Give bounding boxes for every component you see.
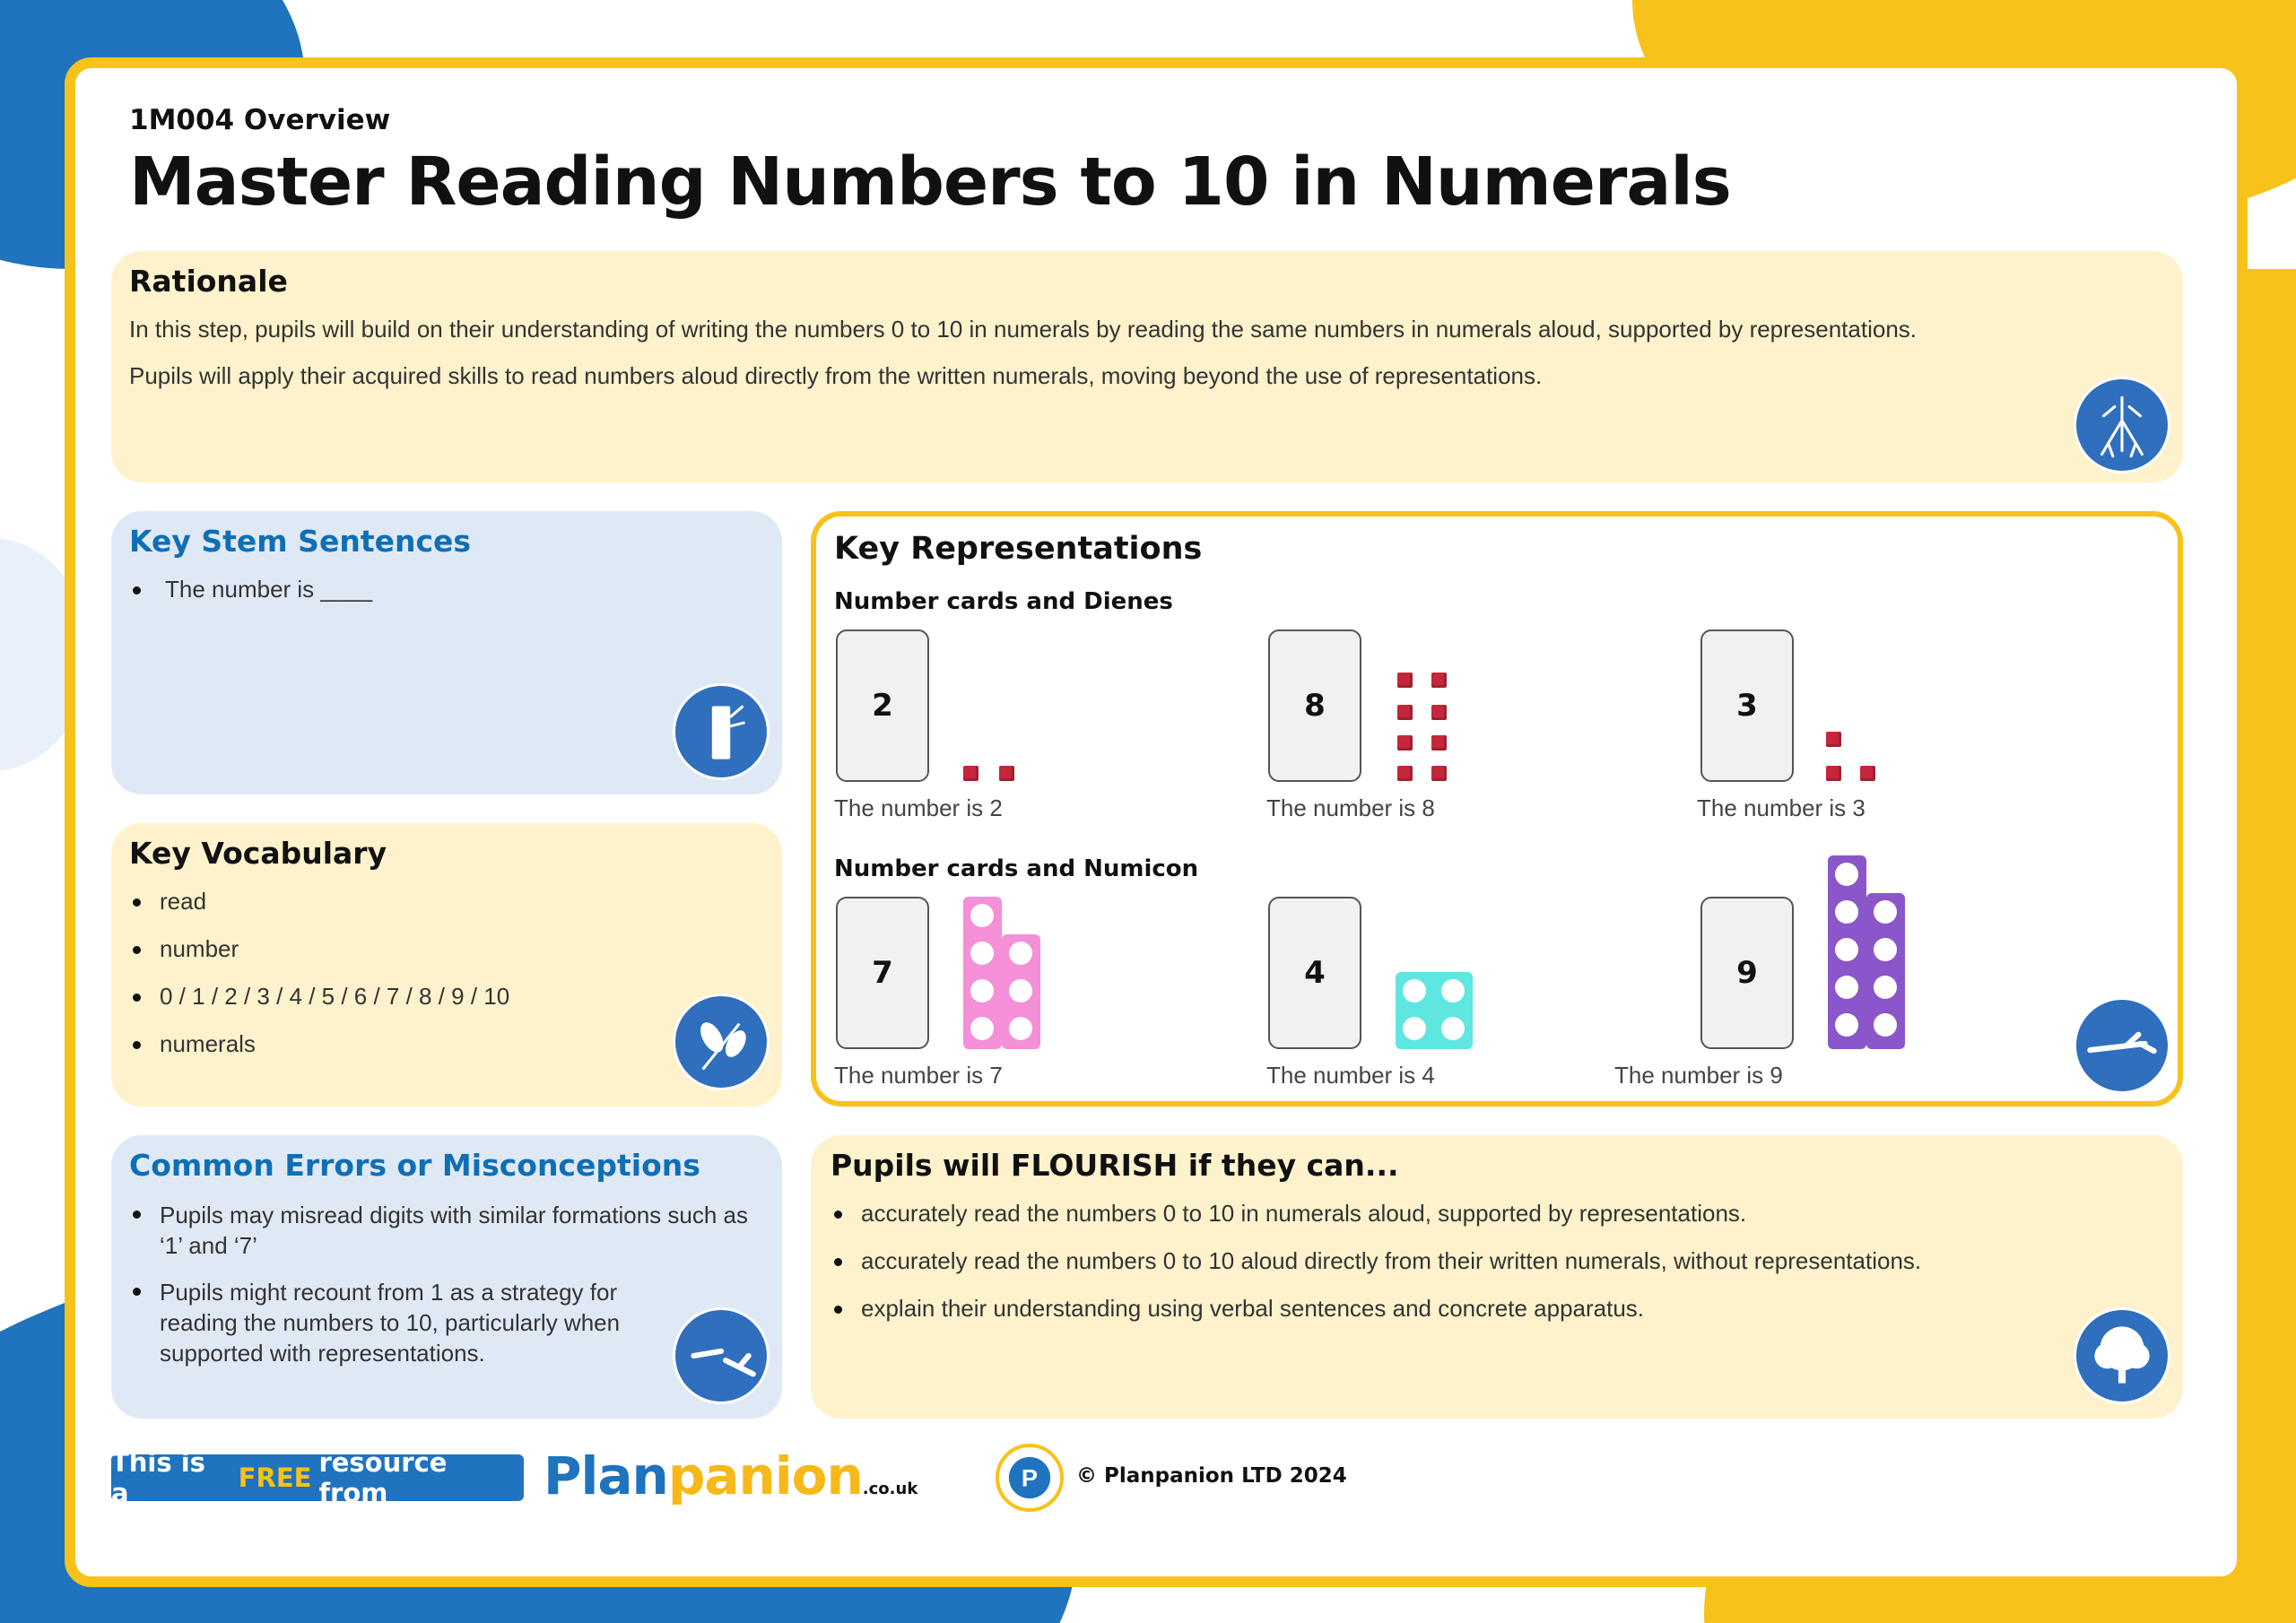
flourish-item: accurately read the numbers 0 to 10 in numerals aloud, supported by representations. (831, 1200, 2068, 1228)
vocab-panel (111, 823, 782, 1107)
vocab-item: read (129, 888, 739, 916)
number-card: 3 (1700, 629, 1794, 782)
flourish-item: explain their understanding using verbal sentences and concrete apparatus. (831, 1295, 2068, 1323)
vocab-heading: Key Vocabulary (129, 836, 387, 871)
page-title: Master Reading Numbers to 10 in Numerals (129, 143, 1731, 221)
banner-free: FREE (238, 1462, 312, 1493)
dienes-cube (1397, 705, 1413, 720)
rationale-paragraph-1: In this step, pupils will build on their understanding of writing the numbers 0 to 10 in numerals by reading the same numbers in numerals aloud, supported by representations. (129, 316, 1918, 343)
dienes-cube (963, 766, 978, 781)
stem-panel (111, 511, 782, 794)
numicon-caption: The number is 4 (1266, 1062, 1435, 1089)
numicon-four (1396, 972, 1473, 1049)
numicon-seven (963, 897, 1040, 1049)
vocab-item: numerals (129, 1030, 739, 1058)
flourish-panel (811, 1135, 2183, 1419)
tree-icon (2074, 1307, 2170, 1404)
banner-pre: This is a (111, 1447, 205, 1508)
flourish-item: accurately read the numbers 0 to 10 aloud directly from their written numerals, without representations. (831, 1247, 2068, 1275)
leaves-icon (673, 994, 770, 1090)
errors-panel (111, 1135, 782, 1419)
banner-post: resource from (318, 1447, 448, 1508)
dienes-cube (999, 766, 1014, 781)
copyright-text: © Planpanion LTD 2024 (1076, 1464, 1347, 1488)
dienes-caption: The number is 2 (834, 794, 1003, 821)
number-card: 7 (836, 897, 929, 1049)
stem-sentence: The number is ____ (129, 576, 372, 603)
overview-code: 1M004 Overview (129, 104, 391, 136)
dienes-cube (1826, 732, 1841, 747)
branch-icon (2074, 997, 2170, 1094)
dienes-cube (1397, 735, 1413, 751)
error-item: Pupils might recount from 1 as a strategy for reading the numbers to 10, particularly when supported with representations. (129, 1277, 748, 1368)
planpanion-badge-icon (996, 1444, 1064, 1512)
dienes-cube (1431, 766, 1447, 781)
dienes-cube (1431, 673, 1447, 688)
numicon-caption: The number is 7 (834, 1062, 1003, 1089)
number-card: 4 (1268, 897, 1361, 1049)
dienes-caption: The number is 8 (1266, 794, 1435, 821)
errors-heading: Common Errors or Misconceptions (129, 1148, 700, 1183)
rationale-panel (111, 251, 2183, 482)
vocab-item: 0 / 1 / 2 / 3 / 4 / 5 / 6 / 7 / 8 / 9 / 10 (129, 983, 739, 1011)
number-card: 2 (836, 629, 929, 782)
dienes-cube (1431, 705, 1447, 720)
flourish-heading: Pupils will FLOURISH if they can... (831, 1148, 1399, 1183)
free-resource-banner (111, 1447, 524, 1508)
error-item: Pupils may misread digits with similar formations such as ‘1’ and ‘7’ (129, 1200, 748, 1261)
roots-icon (2074, 377, 2170, 473)
rationale-heading: Rationale (129, 264, 288, 299)
dienes-cube (1826, 766, 1841, 781)
numicon-caption: The number is 9 (1614, 1062, 1783, 1089)
rationale-paragraph-2: Pupils will apply their acquired skills to read numbers aloud directly from the written numerals, moving beyond the use of representations. (129, 362, 1543, 389)
stem-heading: Key Stem Sentences (129, 524, 472, 559)
dienes-cube (1397, 766, 1413, 781)
tree-trunk-icon (673, 683, 770, 780)
planpanion-logo[interactable]: Planpanion.co.uk (544, 1445, 918, 1506)
vocab-item: number (129, 935, 739, 963)
dienes-caption: The number is 3 (1697, 794, 1866, 821)
numicon-heading: Number cards and Numicon (834, 855, 1199, 882)
representations-heading: Key Representations (834, 531, 1203, 567)
numicon-nine (1828, 855, 1905, 1049)
representations-panel (811, 511, 2183, 1107)
dienes-cube (1397, 673, 1413, 688)
svg-text:P: P (1021, 1463, 1039, 1492)
dienes-heading: Number cards and Dienes (834, 588, 1173, 615)
dienes-cube (1860, 766, 1875, 781)
dienes-cube (1431, 735, 1447, 751)
number-card: 8 (1268, 629, 1361, 782)
broken-branch-icon (673, 1307, 770, 1404)
number-card: 9 (1700, 897, 1794, 1049)
